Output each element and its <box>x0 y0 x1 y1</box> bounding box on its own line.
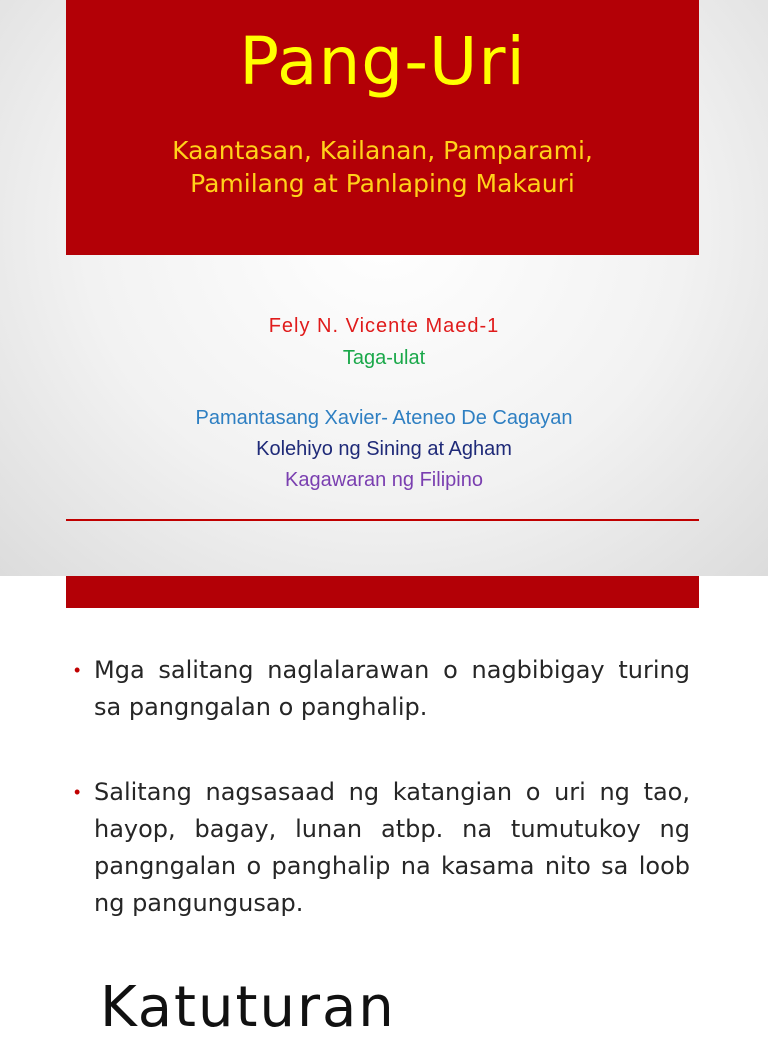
department-name: Kagawaran ng Filipino <box>285 469 483 491</box>
list-item <box>74 652 690 726</box>
bullet-text-1: Mga salitang naglalarawan o nagbibigay turing sa pangngalan o panghalip. <box>94 656 690 721</box>
slide-definition <box>0 576 768 1040</box>
bullet-list <box>74 652 690 970</box>
main-title: Pang-Uri <box>239 23 526 100</box>
divider-line <box>66 519 699 521</box>
bullet-icon: • <box>74 660 81 680</box>
section-heading: Katuturan <box>100 975 396 1040</box>
university-name: Pamantasang Xavier- Ateneo De Cagayan <box>195 407 573 429</box>
list-item <box>74 774 690 922</box>
header-band <box>66 576 699 608</box>
subtitle-line-1: Kaantasan, Kailanan, Pamparami, <box>172 136 593 165</box>
subtitle <box>66 134 699 200</box>
bullet-icon: • <box>74 782 81 802</box>
college-name: Kolehiyo ng Sining at Agham <box>256 438 512 460</box>
subtitle-line-2: Pamilang at Panlaping Makauri <box>190 169 575 198</box>
presenter-role: Taga-ulat <box>342 347 426 369</box>
title-box <box>66 0 699 255</box>
presenter-name: Fely N. Vicente Maed-1 <box>268 315 500 337</box>
bullet-text-2: Salitang nagsasaad ng katangian o uri ng tao, hayop, bagay, lunan atbp. na tumutukoy ng pangngalan o panghalip na kasama nito sa loob ng pangungusap. <box>94 778 690 917</box>
